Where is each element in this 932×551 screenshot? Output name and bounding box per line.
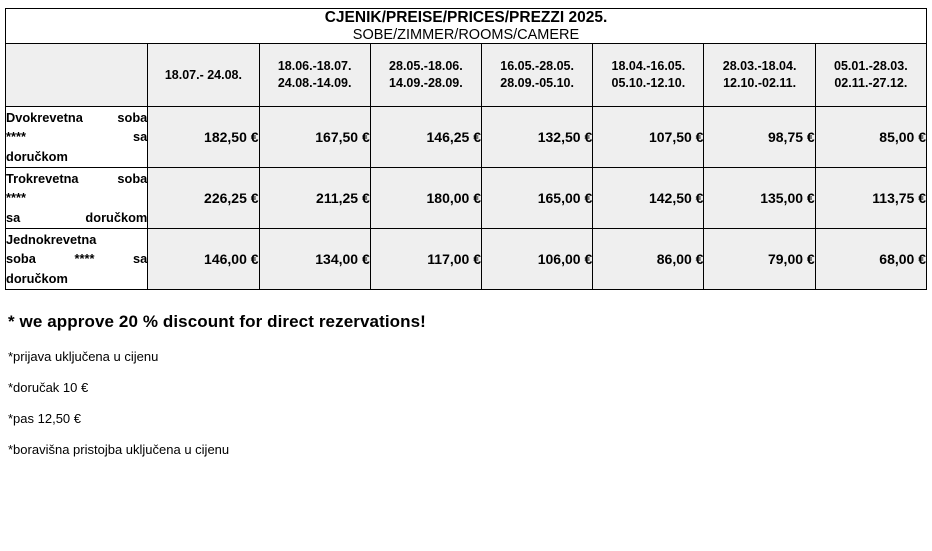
period-line-1: 05.01.-28.03. xyxy=(834,59,908,74)
room-label-line-2: soba **** sa xyxy=(6,251,148,267)
table-row xyxy=(6,168,927,229)
price-cell: 182,50 € xyxy=(148,107,259,168)
period-line-1: 18.04.-16.05. xyxy=(611,59,686,74)
table-header-row xyxy=(6,44,927,107)
price-cell: 146,00 € xyxy=(148,229,259,290)
price-cell: 79,00 € xyxy=(704,229,815,290)
period-line-2: 28.09.-05.10. xyxy=(500,76,574,90)
price-cell: 135,00 € xyxy=(704,168,815,229)
period-header-7 xyxy=(815,44,926,107)
price-cell: 117,00 € xyxy=(370,229,481,290)
room-label-line-2: **** sa xyxy=(6,129,148,145)
footnote-item: *boravišna pristojba uključena u cijenu xyxy=(8,442,230,457)
footnote-item: *prijava uključena u cijenu xyxy=(8,349,159,364)
period-line-1: 28.03.-18.04. xyxy=(722,59,797,74)
room-label-line-1: Jednokrevetna xyxy=(6,232,97,248)
price-cell: 98,75 € xyxy=(704,107,815,168)
price-cell: 113,75 € xyxy=(815,168,926,229)
table-row xyxy=(6,229,927,290)
period-header-2 xyxy=(259,44,370,107)
table-title-row xyxy=(6,9,927,28)
room-label-line-1: Dvokrevetna soba xyxy=(6,110,148,126)
price-cell: 134,00 € xyxy=(259,229,370,290)
price-cell: 85,00 € xyxy=(815,107,926,168)
room-label-line-3: doručkom xyxy=(6,148,68,164)
period-header-1 xyxy=(148,44,259,107)
period-line-1: 16.05.-28.05. xyxy=(500,59,574,74)
footnote-item: *doručak 10 € xyxy=(8,380,89,395)
period-header-3 xyxy=(370,44,481,107)
header-corner-cell xyxy=(6,44,148,107)
room-label-line-1: Trokrevetna soba xyxy=(6,171,148,187)
period-line-2: 14.09.-28.09. xyxy=(389,76,463,90)
footnotes-list xyxy=(8,350,932,456)
period-header-5 xyxy=(593,44,704,107)
price-cell: 142,50 € xyxy=(593,168,704,229)
period-line-2: 24.08.-14.09. xyxy=(277,76,352,90)
room-type-label xyxy=(6,229,148,290)
price-cell: 146,25 € xyxy=(370,107,481,168)
discount-note: * we approve 20 % discount for direct rezervations! xyxy=(8,312,426,331)
price-cell: 165,00 € xyxy=(482,168,593,229)
price-cell: 211,25 € xyxy=(259,168,370,229)
price-table xyxy=(5,8,927,290)
document-title: CJENIK/PREISE/PRICES/PREZZI 2025. xyxy=(6,9,927,28)
price-list-page xyxy=(0,8,932,551)
price-cell: 86,00 € xyxy=(593,229,704,290)
room-label-line-3: doručkom xyxy=(6,270,68,286)
period-line-1: 28.05.-18.06. xyxy=(389,59,463,74)
table-subtitle-row xyxy=(6,27,927,44)
price-cell: 107,50 € xyxy=(593,107,704,168)
period-header-6 xyxy=(704,44,815,107)
price-cell: 180,00 € xyxy=(370,168,481,229)
room-label-line-2: **** xyxy=(6,190,26,206)
price-cell: 106,00 € xyxy=(482,229,593,290)
room-type-label xyxy=(6,107,148,168)
document-subtitle: SOBE/ZIMMER/ROOMS/CAMERE xyxy=(6,27,927,44)
footnote-item: *pas 12,50 € xyxy=(8,411,82,426)
room-label-line-3: sa doručkom xyxy=(6,209,148,225)
price-cell: 132,50 € xyxy=(482,107,593,168)
price-cell: 226,25 € xyxy=(148,168,259,229)
price-cell: 167,50 € xyxy=(259,107,370,168)
price-cell: 68,00 € xyxy=(815,229,926,290)
period-line-2: 12.10.-02.11. xyxy=(723,76,797,90)
period-line-2: 02.11.-27.12. xyxy=(834,76,908,90)
period-line-1: 18.06.-18.07. xyxy=(277,59,352,74)
room-type-label xyxy=(6,168,148,229)
period-line-1: 18.07.- 24.08. xyxy=(164,67,242,82)
period-header-4 xyxy=(482,44,593,107)
period-line-2: 05.10.-12.10. xyxy=(611,76,686,90)
table-row xyxy=(6,107,927,168)
